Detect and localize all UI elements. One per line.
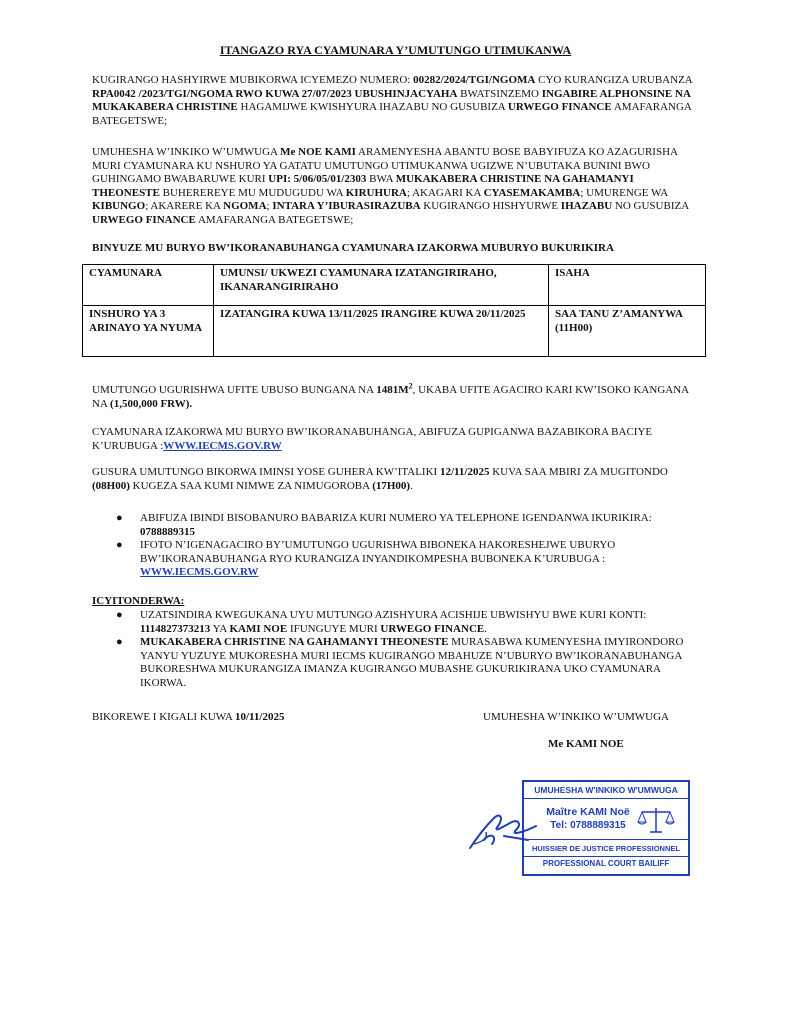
scales-icon — [636, 806, 676, 834]
text: UZATSINDIRA KWEGUKANA UYU MUTUNGO AZISHYURA ACISHIJE UBWISHYU BWE KURI KONTI: — [140, 609, 647, 621]
account-holder: KAMI NOE — [229, 622, 288, 635]
text: UMUHESHA W’INKIKO W’UMWUGA — [92, 146, 281, 158]
text: ; AKARERE KA — [145, 200, 224, 212]
stamp-line: UMUHESHA W'INKIKO W'UMWUGA — [534, 785, 678, 795]
text: KUVA SAA MBIRI ZA MUGITONDO — [489, 466, 668, 478]
text: AMAFARANGA BATEGETSWE; — [195, 213, 354, 226]
bailiff-name: Me NOE KAMI — [280, 146, 356, 158]
paragraph-online-bidding — [92, 426, 704, 453]
text: , UKABA UFITE AGACIRO KARI KW’ISOKO KANGANA NA — [92, 384, 689, 410]
text: KUGEZA SAA KUMI NIMWE ZA NIMUGOROBA — [129, 479, 373, 492]
paragraph-court-decision — [92, 74, 704, 128]
signatory-role: UMUHESHA W’INKIKO W’UMWUGA — [483, 711, 669, 723]
table-cell: IZATANGIRA KUWA 13/11/2025 IRANGIRE KUWA 20/11/2025 — [214, 306, 549, 357]
text: ABIFUZA IBINDI BISOBANURO BABARIZA KURI NUMERO YA TELEPHONE IGENDANWA IKURIKIRA: — [140, 512, 652, 524]
list-item — [116, 539, 704, 580]
text: KUGIRANGO HASHYIRWE MUBIKORWA ICYEMEZO NUMERO: — [92, 74, 414, 86]
stamp-divider — [524, 839, 688, 840]
table-header-cell: ISAHA — [549, 265, 706, 306]
paragraph-property-size — [92, 381, 704, 411]
text: ARAMENYESHA ABANTU BOSE BABYIFUZA KO AZAGURISHA MURI CYAMUNARA KU NSHURO YA GATATU UMUTUNGO UTIMUKANWA UGIZWE N’UBUTAKA BUNINI BWO GUHINGAMO BWABARUWE KURI — [92, 146, 678, 185]
table-header-cell: CYAMUNARA — [83, 265, 214, 306]
text: AMAFARANGA BATEGETSWE; — [92, 101, 692, 127]
stamp-divider — [524, 856, 688, 857]
bullet-icon: ● — [116, 512, 123, 524]
area-value: 1481M — [376, 384, 409, 396]
province: INTARA Y’IBURASIRAZUBA — [272, 200, 421, 212]
stamp-line: HUISSIER DE JUSTICE PROFESSIONNEL — [532, 844, 680, 853]
case-number: 00282/2024/TGI/NGOMA — [413, 74, 536, 86]
stamp-line: Maître KAMI Noë — [546, 806, 630, 818]
table-cell: SAA TANU Z’AMANYWA (11H00) — [549, 306, 706, 357]
text: IFUNGUYE MURI — [287, 622, 381, 635]
table-header-cell: UMUNSI/ UKWEZI CYAMUNARA IZATANGIRIRAHO, IKANARANGIRIRAHO — [214, 265, 549, 306]
account-number: 1114827373213 — [140, 622, 211, 635]
owner-names: MUKAKABERA CHRISTINE NA GAHAMANYI THEONESTE — [140, 636, 449, 648]
page-title: ITANGAZO RYA CYAMUNARA Y’UMUTUNGO UTIMUKANWA — [219, 43, 572, 57]
text: IFOTO N’IGENAGACIRO BY’UMUTUNGO UGURISHWA BIBONEKA HAKORESHEJWE UBURYO BW’IKORANABUHANGA RYO KURANGIZA INYANDIKOMPESHA BUBONEKA K’URUBUGA : — [140, 539, 616, 565]
iecms-link[interactable]: WWW.IECMS.GOV.RW — [163, 439, 282, 452]
list-item — [116, 636, 704, 690]
text: BWA — [366, 173, 396, 185]
text: . — [410, 479, 413, 492]
table-row — [83, 306, 706, 357]
text: KUGIRANGO HISHYURWE — [420, 200, 561, 212]
text: CYAMUNARA IZAKORWA MU BURYO BW’IKORANABUHANGA, ABIFUZA GUPIGANWA BAZABIKORA BACIYE K’URUBUGA : — [92, 426, 653, 452]
bank-name: URWEGO FINANCE — [380, 622, 485, 635]
property-value: (1,500,000 FRW). — [110, 397, 193, 410]
property-area — [376, 381, 413, 396]
owner-names: MUKAKABERA CHRISTINE NA GAHAMANYI THEONESTE — [92, 173, 634, 199]
text: . — [484, 622, 487, 635]
note-heading: ICYITONDERWA: — [92, 595, 185, 607]
text: ; — [266, 200, 273, 212]
notes-list — [116, 609, 704, 690]
issue-date: 10/11/2025 — [234, 711, 285, 723]
table-cell: INSHURO YA 3 ARINAYO YA NYUMA — [83, 306, 214, 357]
creditor-name: URWEGO FINANCE — [92, 213, 196, 226]
paragraph-auction-notice — [92, 146, 704, 227]
village: KIRUHURA — [345, 186, 407, 199]
text: ; AKAGARI KA — [406, 186, 484, 199]
district: NGOMA — [223, 200, 267, 212]
iecms-link[interactable]: WWW.IECMS.GOV.RW — [140, 566, 259, 578]
text: MURASABWA KUMENYESHA IMYIRONDORO YANYU YUZUYE MUKORESHA MURI IECMS KUGIRANGO MBAHUZE N’UBURYO BW’IKORANABUHANGA BUKORESHWA MUKURANGIZA IMANZA KUGIRANGO MUBASHE GUKURIKIRANA UKO CYAMUNARA IKORWA. — [140, 636, 684, 689]
debtor-names: INGABIRE ALPHONSINE NA MUKAKABERA CHRISTINE — [92, 87, 691, 113]
stamp-divider — [524, 798, 688, 799]
area-exponent: 2 — [408, 381, 413, 391]
bullet-icon: ● — [116, 609, 123, 621]
text: CYO KURANGIZA URUBANZA — [535, 74, 693, 86]
cell: CYASEMAKAMBA — [483, 186, 581, 199]
text: ; UMURENGE WA — [580, 186, 668, 199]
auction-schedule-table — [82, 264, 706, 357]
text: GUSURA UMUTUNGO BIKORWA IMINSI YOSE GUHERA KW’ITALIKI — [92, 466, 440, 478]
bullet-icon: ● — [116, 636, 123, 648]
paragraph-visiting-hours — [92, 466, 704, 493]
bullet-icon: ● — [116, 539, 123, 551]
text: BIKOREWE I KIGALI KUWA — [92, 711, 235, 723]
visit-end-time: (17H00) — [372, 479, 411, 492]
issued-place-date — [92, 711, 285, 725]
list-item — [116, 609, 704, 636]
upi-number: UPI: 5/06/05/01/2303 — [268, 173, 367, 185]
stamp-line: Tel: 0788889315 — [550, 820, 626, 831]
info-list — [116, 512, 704, 580]
text: NO GUSUBIZA — [612, 200, 689, 212]
visit-start-time: (08H00) — [92, 479, 130, 492]
text: YA — [210, 622, 230, 635]
visit-start-date: 12/11/2025 — [439, 466, 490, 478]
phone-number: 0788889315 — [140, 525, 195, 538]
fine-word: IHAZABU — [560, 200, 613, 212]
list-item — [116, 512, 704, 539]
ruling-reference: RPA0042 /2023/TGI/NGOMA RWO KUWA 27/07/2023 — [92, 87, 352, 100]
creditor-name: URWEGO FINANCE — [507, 101, 612, 113]
prosecution: UBUSHINJACYAHA — [354, 87, 458, 100]
table-header-row — [83, 265, 706, 306]
text: UMUTUNGO UGURISHWA UFITE UBUSO BUNGANA NA — [92, 384, 377, 396]
text: BUHEREREYE MU MUDUGUDU WA — [159, 186, 346, 199]
text: BWATSINZEMO — [457, 87, 542, 100]
signatory-name: Me KAMI NOE — [548, 738, 624, 750]
stamp-line: PROFESSIONAL COURT BAILIFF — [542, 859, 670, 868]
paragraph-auction-method: BINYUZE MU BURYO BW’IKORANABUHANGA CYAMUNARA IZAKORWA MUBURYO BUKURIKIRA — [92, 242, 614, 254]
text: HAGAMIJWE KWISHYURA IHAZABU NO GUSUBIZA — [237, 101, 508, 113]
sector: KIBUNGO — [92, 200, 146, 212]
